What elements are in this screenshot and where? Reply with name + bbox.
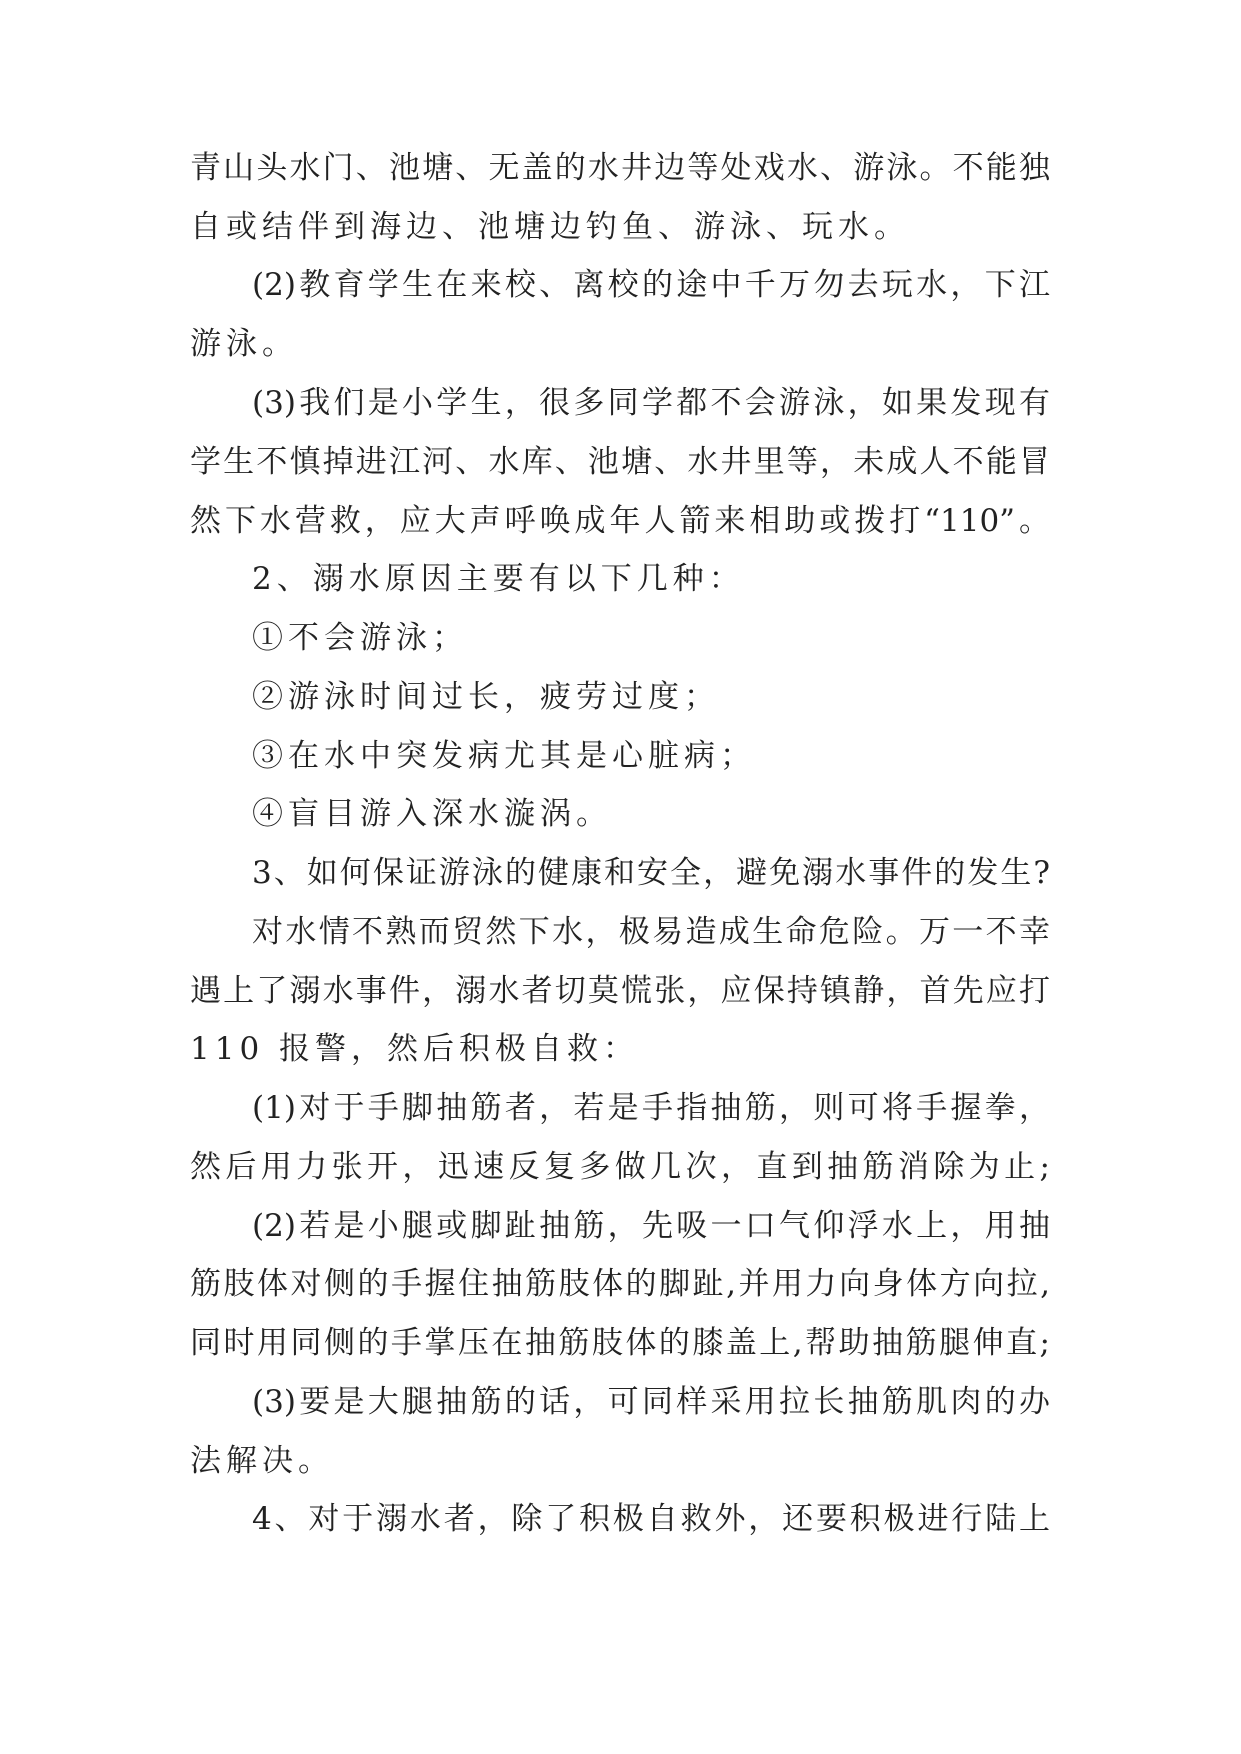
- text-line: 学生不慎掉进江河、水库、池塘、水井里等，未成人不能冒: [190, 444, 1050, 480]
- text-line: 法解决。: [190, 1443, 334, 1479]
- text-line: 同时用同侧的手掌压在抽筋肢体的膝盖上,帮助抽筋腿伸直;: [190, 1325, 1050, 1361]
- text-line: 110 报警，然后积极自救：: [190, 1031, 640, 1067]
- list-item: ②游泳时间过长，疲劳过度；: [252, 679, 720, 715]
- list-item: ①不会游泳；: [252, 620, 468, 656]
- text-line: 青山头水门、池塘、无盖的水井边等处戏水、游泳。不能独: [190, 150, 1050, 186]
- text-line: 遇上了溺水事件，溺水者切莫慌张，应保持镇静，首先应打: [190, 973, 1050, 1009]
- text-line: 对水情不熟而贸然下水，极易造成生命危险。万一不幸: [252, 914, 1050, 950]
- text-line: (2)若是小腿或脚趾抽筋，先吸一口气仰浮水上，用抽: [252, 1208, 1050, 1244]
- list-item: ③在水中突发病尤其是心脏病；: [252, 738, 756, 774]
- text-line: 筋肢体对侧的手握住抽筋肢体的脚趾,并用力向身体方向拉,: [190, 1266, 1050, 1302]
- section-heading: 3、如何保证游泳的健康和安全，避免溺水事件的发生?: [252, 855, 1050, 891]
- text-line: (1)对于手脚抽筋者，若是手指抽筋，则可将手握拳，: [252, 1090, 1050, 1126]
- text-line: 然下水营救，应大声呼唤成年人箭来相助或拨打“110”。: [190, 503, 1050, 539]
- list-item: ④盲目游入深水漩涡。: [252, 796, 612, 832]
- text-line: 自或结伴到海边、池塘边钓鱼、游泳、玩水。: [190, 209, 910, 245]
- text-line: 然后用力张开，迅速反复多做几次，直到抽筋消除为止;: [190, 1149, 1050, 1185]
- section-heading: 2、溺水原因主要有以下几种：: [252, 561, 745, 597]
- text-line: (3)我们是小学生，很多同学都不会游泳，如果发现有: [252, 385, 1050, 421]
- text-line: (2)教育学生在来校、离校的途中千万勿去玩水，下江: [252, 267, 1050, 303]
- text-line: (3)要是大腿抽筋的话，可同样采用拉长抽筋肌肉的办: [252, 1384, 1050, 1420]
- text-line: 游泳。: [190, 326, 298, 362]
- section-heading: 4、对于溺水者，除了积极自救外，还要积极进行陆上: [252, 1501, 1050, 1537]
